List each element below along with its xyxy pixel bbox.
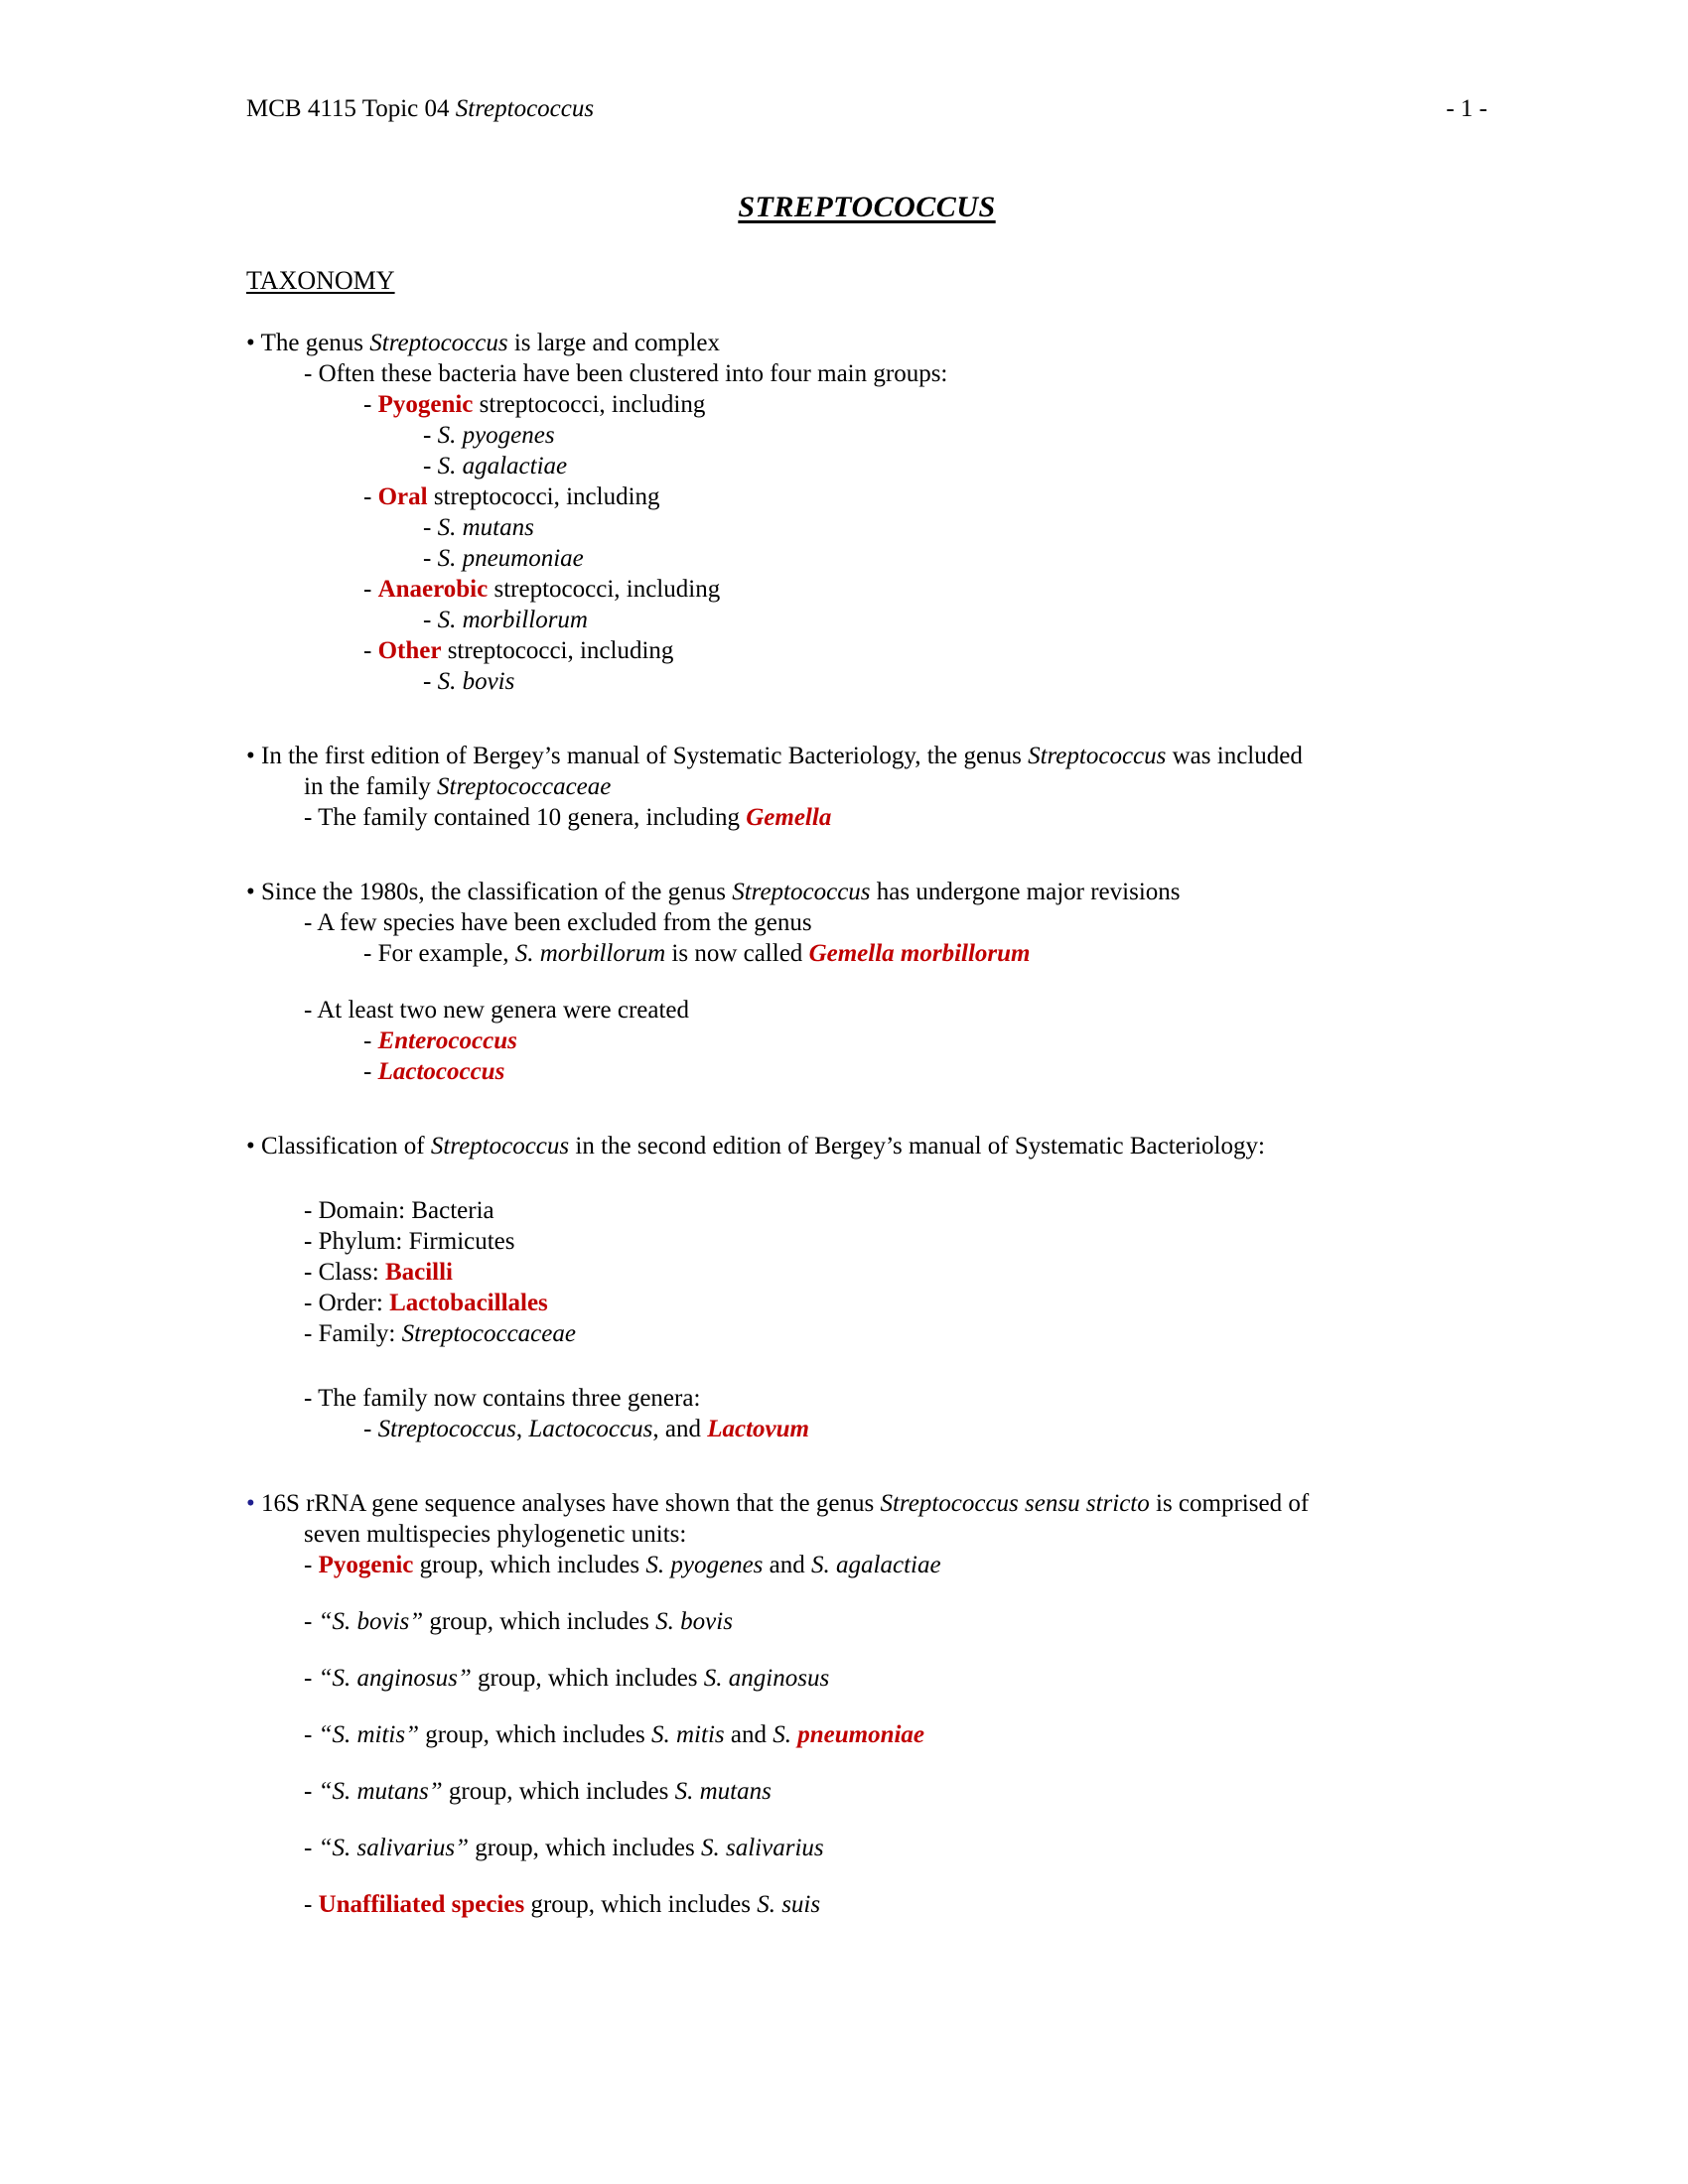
rrna-species-2-prefix: S. — [773, 1721, 798, 1748]
new-genus-enterococcus — [363, 1025, 1487, 1056]
bullet-since-1980s — [246, 877, 1487, 907]
rrna-item-bovis — [304, 1606, 1487, 1637]
since-1980s-line2: - A few species have been excluded from the genus — [304, 909, 812, 936]
family-genera-dash: - — [363, 1416, 378, 1442]
rrna-item-conj: and — [724, 1721, 774, 1748]
genus-lactococcus: Lactococcus — [528, 1416, 653, 1442]
since-1980s-b: has undergone major revisions — [870, 879, 1181, 905]
section-heading-taxonomy — [246, 266, 395, 296]
bullet-bergey-first — [246, 741, 1487, 771]
species-morbillorum: S. morbillorum — [514, 940, 666, 967]
spacer — [246, 1863, 1487, 1889]
group-rest-anaerobic: streptococci, including — [488, 576, 721, 603]
family-genera-list — [363, 1414, 1487, 1444]
group-row-other — [363, 635, 1487, 666]
rrna-item-anginosus — [304, 1663, 1487, 1694]
new-genus-lactococcus — [363, 1056, 1487, 1087]
since-1980s-line3-b: is now called — [665, 940, 809, 967]
rrna-item-salivarius — [304, 1833, 1487, 1863]
rank-label-phylum: - Phylum: — [304, 1228, 409, 1255]
dash-icon: - — [363, 1058, 372, 1085]
group-row-pyogenic — [363, 389, 1487, 420]
rrna-group-name-pyogenic: Pyogenic — [318, 1552, 414, 1578]
species-pyogenic-1: - S. agalactiae — [423, 453, 568, 479]
rank-value-family: Streptococcaceae — [401, 1320, 576, 1347]
rank-label-domain: - Domain: — [304, 1197, 412, 1224]
rrna-line1-a: 16S rRNA gene sequence analyses have shown that the genus — [261, 1490, 881, 1517]
since-1980s-line3-a: - For example, — [363, 940, 515, 967]
rank-row-family — [304, 1318, 1487, 1349]
document-body — [246, 328, 1487, 1920]
since-1980s-a: Since the 1980s, the classification of the genus — [261, 879, 733, 905]
rrna-group-name-unaffiliated: Unaffiliated species — [318, 1891, 525, 1918]
rrna-item-mid: group, which includes — [469, 1835, 701, 1861]
bergey-first-a: In the first edition of Bergey’s manual of Systematic Bacteriology, the genus — [261, 743, 1029, 769]
new-genus-lactococcus-label: Lactococcus — [377, 1058, 505, 1085]
group-dash-anaerobic: - — [363, 576, 378, 603]
species-gemella-morbillorum: Gemella morbillorum — [808, 940, 1031, 967]
bullet-bergey-second — [246, 1131, 1487, 1161]
rrna-item-mid: group, which includes — [471, 1665, 704, 1692]
rrna-item-mid: group, which includes — [419, 1721, 651, 1748]
spacer — [246, 1750, 1487, 1776]
rrna-species-1: S. salivarius — [701, 1835, 824, 1861]
bergey-second-b: in the second edition of Bergey’s manual of Systematic Bacteriology: — [569, 1133, 1265, 1160]
spacer — [246, 1637, 1487, 1663]
rrna-species-1: S. suis — [757, 1891, 821, 1918]
spacer — [246, 1580, 1487, 1606]
rrna-species-pneumoniae: pneumoniae — [797, 1721, 925, 1748]
group-rest-oral: streptococci, including — [427, 483, 660, 510]
spacer — [246, 1349, 1487, 1383]
since-1980s-line4: - At least two new genera were created — [304, 997, 690, 1024]
rrna-group-quoted-salivarius: “S. salivarius” — [318, 1835, 470, 1861]
rrna-item-dash: - — [304, 1891, 319, 1918]
rrna-group-quoted-mitis: “S. mitis” — [318, 1721, 420, 1748]
rrna-line1-italic: Streptococcus sensu stricto — [880, 1490, 1150, 1517]
bergey-first-line3-a: - The family contained 10 genera, including — [304, 804, 747, 831]
family-genera-note: - The family now contains three genera: — [304, 1385, 701, 1412]
rrna-species-1: S. anginosus — [703, 1665, 830, 1692]
spacer — [246, 1161, 1487, 1195]
group-row-oral — [363, 481, 1487, 512]
dash-icon: - — [363, 1027, 372, 1054]
rrna-item-dash: - — [304, 1778, 319, 1805]
species-oral-0: - S. mutans — [423, 514, 534, 541]
page-title — [246, 191, 1487, 224]
rank-row-class — [304, 1257, 1487, 1288]
rrna-group-quoted-mutans: “S. mutans” — [318, 1778, 443, 1805]
rrna-species-1: S. pyogenes — [645, 1552, 764, 1578]
rank-row-domain — [304, 1195, 1487, 1226]
spacer — [246, 697, 1487, 741]
rrna-species-1: S. bovis — [655, 1608, 733, 1635]
rrna-item-pyogenic — [304, 1550, 1487, 1580]
group-rest-pyogenic: streptococci, including — [473, 391, 706, 418]
genus-intro-pre: The genus — [260, 330, 370, 356]
rrna-line2: seven multispecies phylogenetic units: — [304, 1521, 687, 1548]
since-1980s-italic: Streptococcus — [732, 879, 871, 905]
rrna-item-unaffiliated — [304, 1889, 1487, 1920]
rank-value-order: Lactobacillales — [389, 1290, 548, 1316]
page-header — [246, 95, 1487, 123]
bullet-icon: • — [246, 330, 255, 356]
section-heading-text: TAXONOMY — [246, 266, 395, 295]
spacer — [246, 969, 1487, 995]
bullet-rrna — [246, 1488, 1487, 1519]
header-course-plain: MCB 4115 Topic 04 — [246, 95, 456, 122]
rrna-item-mid: group, which includes — [524, 1891, 758, 1918]
rrna-item-mutans — [304, 1776, 1487, 1807]
rrna-species-2: S. agalactiae — [811, 1552, 941, 1578]
group-rest-other: streptococci, including — [441, 637, 674, 664]
rank-label-order: - Order: — [304, 1290, 390, 1316]
rrna-item-mitis — [304, 1719, 1487, 1750]
genera-sep-2: , and — [652, 1416, 708, 1442]
genus-lactovum: Lactovum — [707, 1416, 809, 1442]
page-number: - 1 - — [1446, 95, 1487, 122]
new-genus-enterococcus-label: Enterococcus — [377, 1027, 517, 1054]
group-dash-other: - — [363, 637, 378, 664]
page-title-text: STREPTOCOCCUS — [738, 191, 996, 223]
rank-value-domain: Bacteria — [411, 1197, 494, 1224]
bergey-second-a: Classification of — [261, 1133, 431, 1160]
rrna-line1-b: is comprised of — [1149, 1490, 1310, 1517]
bullet-icon: • — [246, 1133, 255, 1160]
bergey-first-italic: Streptococcus — [1028, 743, 1167, 769]
bergey-first-line2 — [304, 771, 1487, 802]
rrna-group-quoted-anginosus: “S. anginosus” — [318, 1665, 472, 1692]
bullet-genus-intro — [246, 328, 1487, 358]
genus-gemella: Gemella — [746, 804, 832, 831]
spacer — [246, 1694, 1487, 1719]
bullet-icon: • — [246, 1490, 255, 1517]
rank-row-phylum — [304, 1226, 1487, 1257]
group-dash-oral: - — [363, 483, 378, 510]
rrna-species-1: S. mitis — [651, 1721, 725, 1748]
bergey-first-line2-a: in the family — [304, 773, 437, 800]
rank-label-class: - Class: — [304, 1259, 385, 1286]
rank-row-order — [304, 1288, 1487, 1318]
sub-four-main-groups: - Often these bacteria have been clustered into four main groups: — [304, 360, 948, 387]
bullet-icon: • — [246, 879, 255, 905]
species-other-0: - S. bovis — [423, 668, 515, 695]
bergey-first-b: was included — [1166, 743, 1303, 769]
group-name-oral: Oral — [377, 483, 428, 510]
rrna-item-dash: - — [304, 1835, 319, 1861]
bergey-first-line2-italic: Streptococcaceae — [437, 773, 612, 800]
header-course-title — [246, 95, 594, 123]
group-name-anaerobic: Anaerobic — [377, 576, 489, 603]
spacer — [246, 1087, 1487, 1131]
bergey-second-italic: Streptococcus — [430, 1133, 570, 1160]
since-1980s-line3 — [363, 938, 1487, 969]
rrna-group-quoted-bovis: “S. bovis” — [318, 1608, 424, 1635]
rrna-item-dash: - — [304, 1721, 319, 1748]
rrna-item-mid: group, which includes — [442, 1778, 675, 1805]
rank-value-class: Bacilli — [384, 1259, 454, 1286]
species-pyogenic-0: - S. pyogenes — [423, 422, 555, 449]
bullet-icon: • — [246, 743, 255, 769]
genus-intro-italic: Streptococcus — [369, 330, 508, 356]
rank-label-family: - Family: — [304, 1320, 402, 1347]
bergey-first-line3 — [304, 802, 1487, 833]
rank-value-phylum: Firmicutes — [408, 1228, 515, 1255]
rrna-item-mid: group, which includes — [413, 1552, 646, 1578]
rrna-item-dash: - — [304, 1608, 319, 1635]
species-oral-1: - S. pneumoniae — [423, 545, 584, 572]
group-dash-pyogenic: - — [363, 391, 378, 418]
rrna-species-1: S. mutans — [674, 1778, 772, 1805]
species-anaerobic-0: - S. morbillorum — [423, 607, 588, 633]
group-name-pyogenic: Pyogenic — [377, 391, 474, 418]
spacer — [246, 1807, 1487, 1833]
genera-sep-1: , — [515, 1416, 529, 1442]
rrna-item-mid: group, which includes — [423, 1608, 656, 1635]
genus-intro-post: is large and complex — [507, 330, 720, 356]
genus-streptococcus: Streptococcus — [377, 1416, 516, 1442]
group-name-other: Other — [377, 637, 442, 664]
spacer — [246, 833, 1487, 877]
header-course-italic: Streptococcus — [455, 95, 595, 122]
spacer — [246, 1444, 1487, 1488]
rrna-item-dash: - — [304, 1552, 319, 1578]
rrna-item-dash: - — [304, 1665, 319, 1692]
rrna-item-conj: and — [763, 1552, 812, 1578]
group-row-anaerobic — [363, 574, 1487, 605]
